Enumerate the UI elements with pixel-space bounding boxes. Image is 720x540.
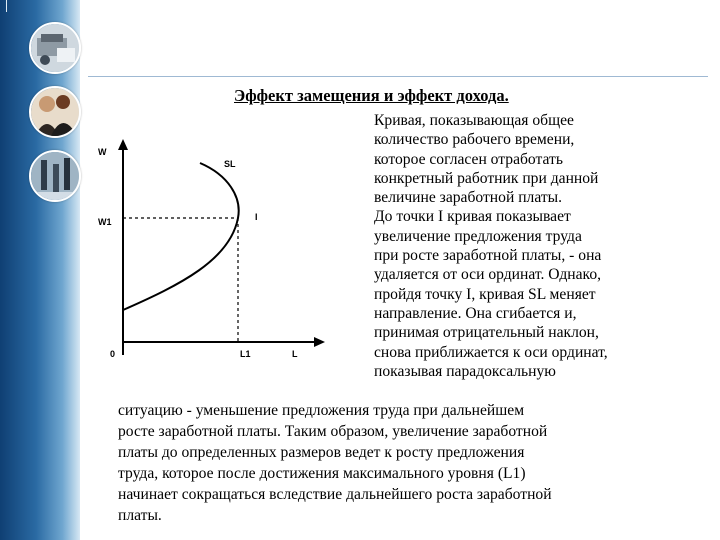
right-paragraph-line: увеличение предложения труда — [374, 227, 582, 245]
walking-people-photo — [29, 150, 81, 202]
right-paragraph-line: направление. Она сгибается и, — [374, 304, 577, 322]
sidebar-decoration — [0, 0, 80, 540]
office-equipment-photo — [29, 22, 81, 74]
right-paragraph-line: величине заработной платы. — [374, 189, 563, 207]
right-paragraph-line: конкретный работник при данной — [374, 169, 599, 187]
point-label: I — [255, 212, 258, 222]
right-paragraph-line: показывая парадоксальную — [374, 362, 556, 380]
right-paragraph-line: при росте заработной платы, - она — [374, 247, 602, 265]
right-paragraph-line: До точки I кривая показывает — [374, 208, 571, 226]
slide-title: Эффект замещения и эффект дохода. — [234, 86, 509, 105]
bottom-paragraph-line: платы. — [118, 507, 162, 524]
right-paragraph — [374, 111, 694, 381]
bottom-paragraph — [118, 400, 703, 526]
sidebar-edge-line — [6, 0, 7, 12]
x-axis — [123, 337, 325, 347]
header-divider — [88, 76, 708, 77]
labor-supply-curve — [123, 163, 239, 310]
x-axis-label: L — [292, 349, 298, 359]
x-tick-label: L1 — [240, 349, 251, 359]
right-paragraph-line: пройдя точку I, кривая SL меняет — [374, 285, 596, 303]
curve-label: SL — [224, 159, 236, 169]
right-paragraph-line: принимая отрицательный наклон, — [374, 324, 599, 342]
right-paragraph-line: снова приближается к оси ординат, — [374, 343, 608, 361]
origin-label: 0 — [110, 349, 116, 359]
bottom-paragraph-line: труда, которое после достижения максимального уровня (L1) — [118, 465, 526, 482]
business-people-photo — [29, 86, 81, 138]
right-paragraph-line: удаляется от оси ординат. Однако, — [374, 266, 602, 284]
bottom-paragraph-line: платы до определенных размеров ведет к росту предложения — [118, 444, 525, 461]
bottom-paragraph-line: ситуацию - уменьшение предложения труда при дальнейшем — [118, 402, 525, 419]
right-paragraph-line: которое согласен отработать — [374, 150, 563, 168]
right-paragraph-line: Кривая, показывающая общее — [374, 112, 574, 129]
bottom-paragraph-line: росте заработной платы. Таким образом, увеличение заработной — [118, 423, 548, 440]
y-axis-label: W — [98, 147, 107, 157]
y-axis — [118, 139, 128, 355]
right-paragraph-line: количество рабочего времени, — [374, 131, 575, 149]
labor-supply-graph — [90, 135, 340, 365]
bottom-paragraph-line: начинает сокращаться вследствие дальнейшего роста заработной — [118, 486, 552, 503]
y-tick-label: W1 — [98, 217, 112, 227]
